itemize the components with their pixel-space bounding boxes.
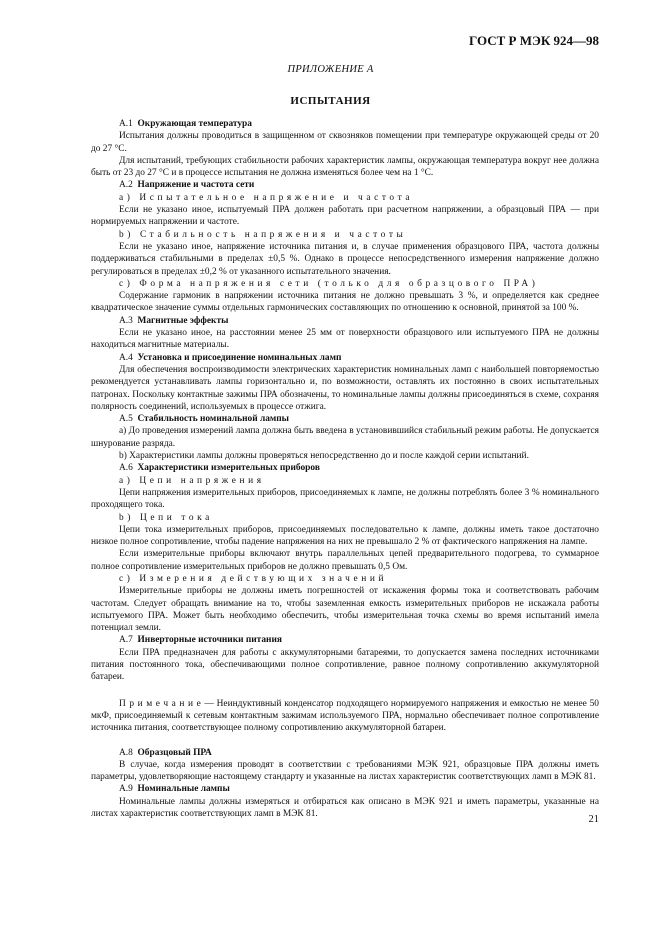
section-heading: А.1 Окружающая температура	[119, 119, 252, 129]
subsection-label: а) Цепи напряжения	[119, 475, 265, 486]
paragraph: Цепи тока измерительных приборов, присоединяемых последовательно к лампе, должны иметь такое достаточно низкое полное сопротивление, чтобы падение напряжения на них не превышало 2 % от фактического напряжения на лампе.	[91, 524, 599, 548]
paragraph: Номинальные лампы должны измеряться и отбираться как описано в МЭК 921 и иметь параметры, указанные на листах характеристик соответствующих ламп в МЭК 81.	[91, 796, 599, 820]
section-heading: А.2 Напряжение и частота сети	[119, 180, 255, 191]
section-heading: А.3 Магнитные эффекты	[119, 315, 229, 326]
paragraph: Если измерительные приборы включают внутрь параллельных цепей предварительного подогрева, то суммарное полное сопротивление измерительных приборов не должно превышать 0,5 Ом.	[91, 549, 599, 572]
paragraph: b) Характеристики лампы должны проверяться непосредственно до и после каждой серии испытаний.	[119, 451, 529, 462]
section-heading: А.6 Характеристики измерительных приборов	[119, 463, 320, 474]
subsection-label: а) Испытательное напряжение и частота	[119, 192, 414, 203]
paragraph: Если не указано иное, испытуемый ПРА должен работать при расчетном напряжении, а образцовый ПРА — при нормируемых напряжении и частоте.	[91, 205, 599, 228]
paragraph: Для испытаний, требующих стабильности рабочих характеристик лампы, окружающая температура вокруг нее должна быть от 23 до 27 °С и в процессе испытания не должна изменяться более чем на 1 °С.	[91, 155, 599, 179]
subsection-label: с) Измерения действующих значений	[119, 573, 388, 584]
page-number: 21	[588, 814, 599, 825]
section-heading: А.7 Инверторные источники питания	[119, 635, 282, 646]
appendix-label: ПРИЛОЖЕНИЕ А	[287, 64, 374, 75]
subsection-label: с) Форма напряжения сети (только для образцового ПРА)	[119, 278, 539, 289]
paragraph: В случае, когда измерения проводят в соответствии с требованиями МЭК 921, образцовые ПРА должны иметь параметры, удовлетворяющие настоящему стандарту и указанные на листах характеристик соответствующих ламп в МЭК 81.	[91, 759, 599, 783]
page-title: ИСПЫТАНИЯ	[290, 95, 371, 107]
paragraph: Содержание гармоник в напряжении источника питания не должно превышать 3 %, и определяется как среднее квадратическое значение суммы отдельных гармонических составляющих по отношению к основной, принятой за 100 %.	[91, 291, 599, 314]
paragraph: Цепи напряжения измерительных приборов, присоединяемых к лампе, не должны потреблять более 3 % номинального проходящего тока.	[91, 487, 599, 511]
standard-designation: ГОСТ Р МЭК 924—98	[469, 33, 599, 48]
paragraph: Для обеспечения воспроизводимости электрических характеристик номинальных ламп с наибольшей повторяемостью рекомендуется устанавливать лампы горизонтально и, по возможности, оставлять их постоянно в своих испытательных патронах. Поскольку контактные зажимы ПРА обозначены, то номинальные лампы должны присоединяться в схеме, сохраняя полярность соединений, используемых в процессе отжига.	[91, 364, 599, 412]
paragraph: а) До проведения измерений лампа должна быть введена в установившийся стабильный режим работы. Не допускается шнурование разряда.	[91, 426, 599, 449]
paragraph: Если ПРА предназначен для работы с аккумуляторными батареями, то допускается замена последних источниками питания постоянного тока, обеспечивающими полное сопротивление, равное полному сопротивлению аккумуляторной батареи.	[91, 647, 599, 683]
note-text: — Неиндуктивный конденсатор подходящего нормируемого напряжения и емкостью не менее 50 мкФ, присоединяемый к сетевым контактным зажимам используемого ПРА, нормально обеспечивает полное сопротивление источника питания, соответствующее полному сопротивлению аккумуляторной батареи.	[91, 698, 599, 734]
paragraph: Если не указано иное, напряжение источника питания и, в случае применения образцового ПРА, частота должны поддерживаться стабильными в пределах ±0,5 %. Однако в процессе непосредственного измерения напряжение должно регулироваться в пределах ±0,2 % от указанного испытательного значения.	[91, 241, 599, 277]
section-heading: А.8 Образцовый ПРА	[119, 747, 212, 758]
section-heading: А.4 Установка и присоединение номинальных ламп	[119, 352, 342, 363]
document-body	[91, 118, 599, 820]
note-paragraph	[91, 698, 599, 735]
section-heading: А.5 Стабильность номинальной лампы	[119, 414, 289, 425]
subsection-label: b) Стабильность напряжения и частоты	[119, 229, 407, 240]
paragraph: Если не указано иное, на расстоянии менее 25 мм от поверхности образцового или испытуемого ПРА не должны находиться магнитные материалы.	[91, 328, 599, 351]
paragraph: Испытания должны проводиться в защищенном от сквозняков помещении при температуре окружающей среды от 20 до 27 °С.	[91, 131, 599, 154]
paragraph: Измерительные приборы не должны иметь погрешностей от искажения формы тока и соответствовать рабочим частотам. Следует обращать внимание на то, чтобы заземленная емкость измерительных приборов не искажала работы испытуемого ПРА. Может быть необходимо обеспечить, чтобы измерительная точка схемы во время испытаний имела потенциал земли.	[91, 586, 599, 634]
section-heading: А.9 Номинальные лампы	[119, 784, 230, 795]
note-label: Примечание	[119, 698, 205, 709]
subsection-label: b) Цепи тока	[119, 512, 213, 523]
